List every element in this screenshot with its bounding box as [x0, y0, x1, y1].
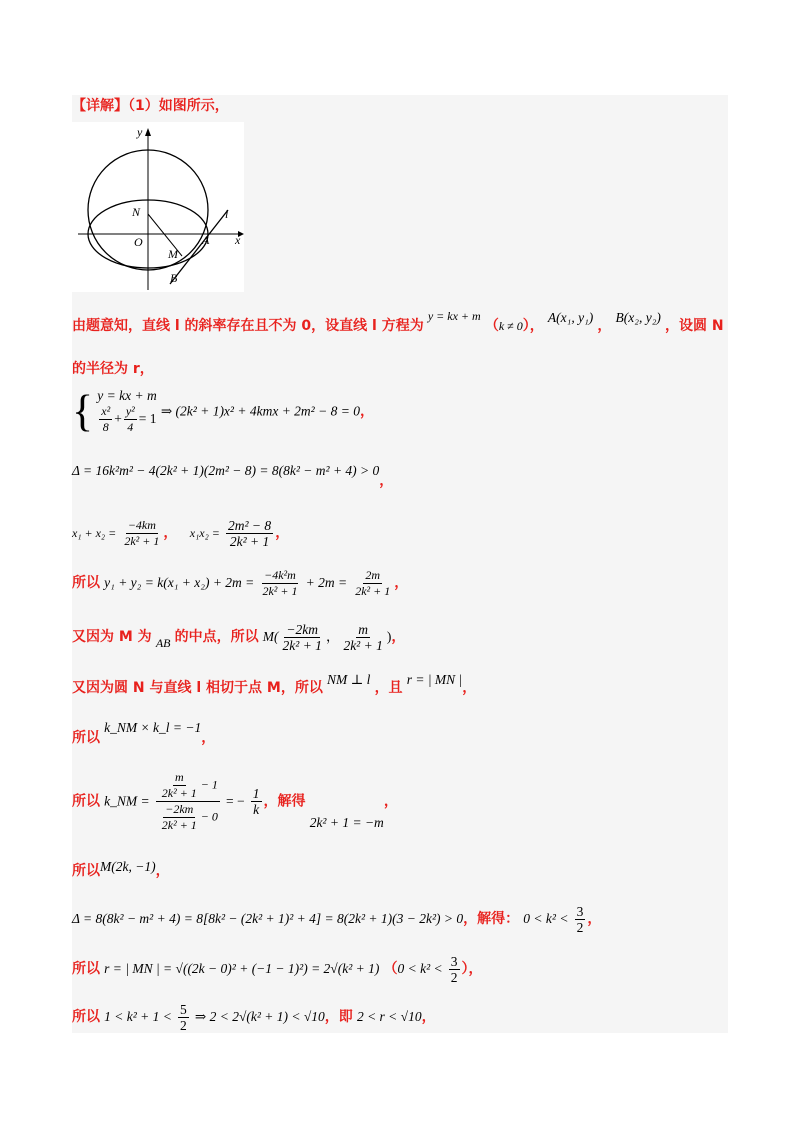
- frac-den: 2k² + 1: [355, 584, 391, 598]
- comma: ，: [201, 730, 216, 746]
- comma: ，: [394, 575, 409, 591]
- final-result: 2 < r < √10: [356, 1009, 422, 1024]
- ysum-lhs: y₁ + y₂ = k(x₁ + x₂) + 2m =: [104, 575, 255, 590]
- knm-lhs: k_NM =: [104, 793, 150, 809]
- final-chain: ⇒ 2 < 2√(k² + 1) < √10: [194, 1009, 325, 1024]
- frac-num: 2m² − 8: [228, 518, 272, 533]
- m-open: M(: [262, 629, 279, 644]
- frac-den: 2k² + 1: [124, 534, 160, 548]
- comma: ，: [325, 629, 340, 644]
- radius-line: [72, 361, 154, 378]
- product-lhs: x₁x₂ =: [189, 526, 220, 540]
- frac-num: m: [358, 622, 369, 637]
- quadratic-result: ⇒ (2k² + 1)x² + 4kmx + 2m² − 8 = 0: [160, 403, 360, 419]
- frac-den: 4: [127, 420, 134, 434]
- frac-num: 3: [576, 904, 584, 919]
- m-point-expr: M(2k, −1): [100, 859, 156, 874]
- slope-product-line: [72, 720, 216, 747]
- comma: ，: [359, 403, 374, 420]
- y-axis-arrow: [145, 128, 151, 136]
- comma: ，: [587, 911, 602, 927]
- setup-text: 由题意知，直线 l 的斜率存在且不为 0，设直线 l 方程为: [72, 318, 424, 334]
- setup-line: [72, 309, 724, 335]
- comma: ，: [421, 1009, 436, 1025]
- radius-text: 的半径为 r，: [72, 361, 154, 377]
- cond-close: ），: [461, 961, 483, 977]
- label-y: y: [137, 125, 143, 139]
- comma: ，: [597, 318, 612, 334]
- label-x: x: [235, 233, 241, 247]
- and-text: ，且: [374, 680, 403, 696]
- m-point-line: [72, 859, 170, 880]
- minus-one: − 1: [200, 777, 218, 792]
- frac-num: −2km: [165, 802, 194, 816]
- cond-lhs: 0 < k² <: [397, 961, 443, 976]
- radius-expr: r = | MN |: [406, 672, 463, 687]
- midpoint-text: 的中点，所以: [174, 629, 259, 645]
- lead-text: 所以: [72, 863, 100, 879]
- frac-num: 1: [252, 786, 260, 801]
- detail-tag: 【详解】: [72, 98, 128, 114]
- tangent-line: [72, 672, 477, 697]
- ysum-mid: + 2m =: [305, 575, 348, 590]
- segment-ab: AB: [155, 636, 171, 650]
- label-b: B: [170, 271, 178, 285]
- midpoint-line: [72, 622, 405, 653]
- point-b: B(x₂, y₂): [615, 310, 661, 325]
- frac-den: 2k² + 1: [282, 638, 322, 653]
- label-l: l: [225, 207, 229, 221]
- frac-den: k: [253, 802, 260, 817]
- slope-product-expr: k_NM × k_l = −1: [104, 720, 202, 735]
- line-equation: y = kx + m: [427, 309, 481, 323]
- sum-lhs: x₁ + x₂ =: [72, 526, 117, 540]
- frac-den: 2k² + 1: [262, 584, 298, 598]
- frac-num: −2km: [286, 622, 319, 637]
- solve-text: ，解得：: [463, 911, 520, 927]
- final-lhs: 1 < k² + 1 <: [104, 1009, 172, 1024]
- rhs: = 1: [138, 411, 157, 426]
- frac-num: x²: [101, 404, 111, 418]
- ellipse-circle-diagram: [72, 122, 244, 292]
- cond-open: （: [383, 961, 398, 977]
- discriminant-expr: Δ = 16k²m² − 4(2k² + 1)(2m² − 8) = 8(8k² − m² + 4) > 0: [72, 463, 380, 478]
- lead-text: 所以: [72, 1009, 100, 1025]
- discriminant2-expr: Δ = 8(8k² − m² + 4) = 8[8k² − (2k² + 1)² + 4] = 8(2k² + 1)(3 − 2k²) > 0: [72, 911, 464, 926]
- lead-text: 所以: [72, 961, 100, 977]
- radius-expr-line: [72, 954, 483, 985]
- comma: ，: [462, 680, 477, 696]
- cond-open: （: [484, 318, 499, 334]
- vieta-line: [72, 518, 289, 549]
- lead-text: 所以: [72, 730, 100, 746]
- comma: ，: [379, 473, 394, 489]
- frac-den: 2k² + 1: [229, 534, 270, 549]
- discriminant-line: [72, 463, 394, 489]
- frac-den: 2k² + 1: [161, 786, 197, 800]
- frac-num: m: [174, 770, 184, 784]
- comma: ，: [163, 525, 178, 541]
- solution-heading: [72, 98, 229, 115]
- perpendicular-expr: NM ⊥ l: [326, 672, 371, 687]
- frac-den: 2: [450, 970, 458, 985]
- lead-text: 又因为圆 N 与直线 l 相切于点 M，所以: [72, 680, 323, 696]
- line-l: [170, 210, 228, 284]
- frac-num: −4k²m: [264, 568, 296, 582]
- system-brace: {: [72, 386, 94, 436]
- equation-system: [72, 388, 374, 438]
- system-eq1: y = kx + m: [97, 388, 157, 403]
- m-close: ): [386, 629, 392, 644]
- equals-minus: = −: [226, 793, 245, 809]
- comma: ，: [383, 793, 398, 810]
- frac-num: 2m: [365, 568, 381, 582]
- frac-den: 2k² + 1: [343, 638, 383, 653]
- cond-close: ），: [522, 318, 544, 334]
- lead-text: 又因为 M 为: [72, 629, 152, 645]
- then-text: ，即: [324, 1009, 353, 1025]
- lead-text: 所以: [72, 575, 100, 591]
- ysum-line: [72, 568, 408, 599]
- comma: ，: [275, 525, 290, 541]
- slope-condition: k ≠ 0: [498, 319, 523, 333]
- solve-text: ，解得: [263, 793, 306, 810]
- comma: ，: [155, 863, 170, 879]
- label-a: A: [202, 233, 210, 247]
- discriminant2-line: [72, 904, 601, 935]
- plus: +: [114, 411, 122, 426]
- part-label: （1）如图所示，: [128, 98, 229, 114]
- point-a: A(x₁, y₁): [547, 310, 594, 325]
- minus-zero: − 0: [200, 809, 218, 824]
- frac-num: y²: [125, 404, 135, 418]
- frac-num: 5: [180, 1002, 187, 1017]
- frac-den: 8: [102, 420, 109, 434]
- setup-text-tail: ，设圆 N: [665, 318, 724, 334]
- frac-den: 2: [180, 1018, 187, 1033]
- frac-den: 2k² + 1: [161, 818, 197, 832]
- lead-text: 所以: [72, 793, 100, 810]
- label-n: N: [132, 205, 141, 219]
- frac-num: 3: [450, 954, 458, 969]
- comma: ，: [391, 629, 406, 645]
- radius-formula: r = | MN | = √((2k − 0)² + (−1 − 1)²) = 2√(k² + 1): [104, 961, 380, 976]
- range-lhs: 0 < k² <: [523, 911, 569, 926]
- frac-den: 2: [576, 920, 584, 935]
- label-o: O: [134, 235, 143, 249]
- label-m: M: [168, 247, 178, 261]
- knm-line: [72, 770, 398, 840]
- final-line: [72, 1002, 436, 1033]
- knm-result: 2k² + 1 = −m: [309, 815, 384, 830]
- geometry-figure: [72, 122, 244, 292]
- frac-num: −4km: [127, 518, 156, 532]
